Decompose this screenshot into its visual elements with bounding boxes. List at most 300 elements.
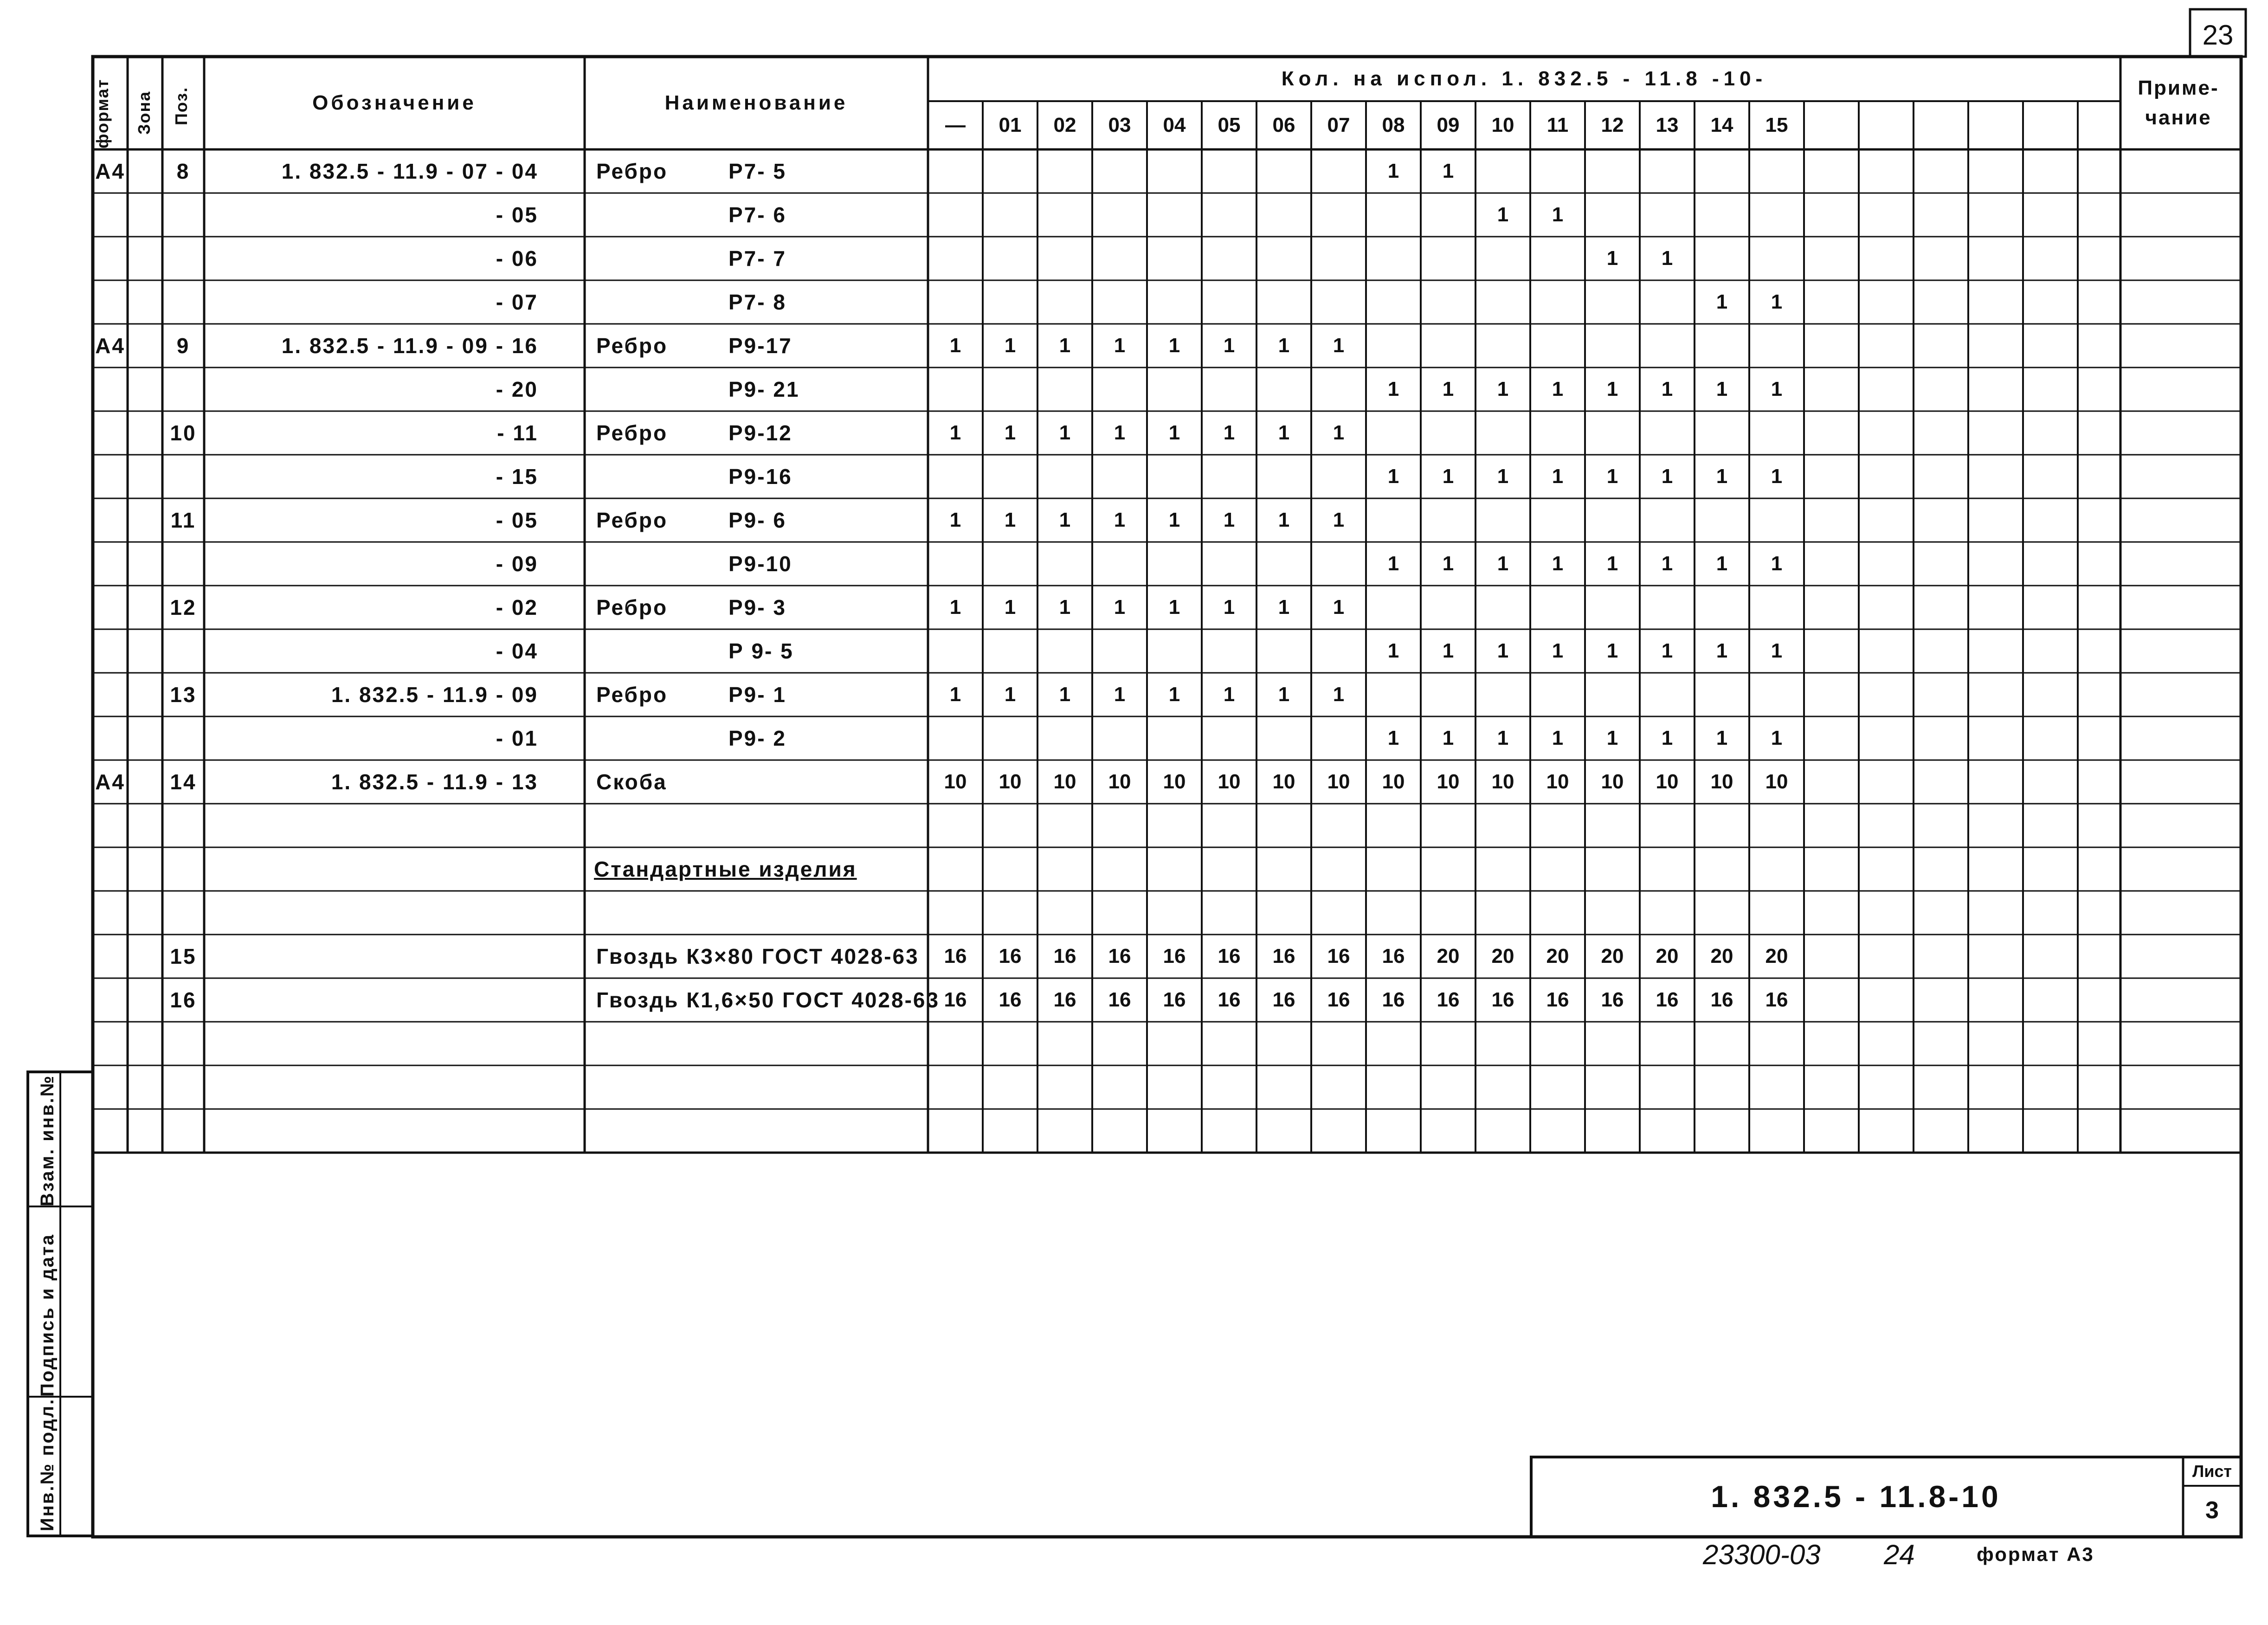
qty-cell: [1695, 586, 1749, 629]
row-name-type: Гвоздь К1,6×50 ГОСТ 4028-63: [596, 988, 940, 1012]
qty-cell: 16: [944, 988, 967, 1011]
qty-cell: 1: [1716, 727, 1728, 749]
qty-cell: [1256, 629, 1311, 673]
qty-cell: 1: [1114, 421, 1126, 444]
qty-cell: 16: [999, 988, 1022, 1011]
qty-cell: [1585, 586, 1640, 629]
qty-cell: [1256, 455, 1311, 498]
qty-cell: 16: [1327, 988, 1350, 1011]
sheet-label: Лист: [2192, 1462, 2232, 1481]
row-position: [162, 193, 204, 237]
qty-cell: [1147, 891, 1202, 935]
qty-cell: 1: [1168, 596, 1180, 619]
qty-cell: 16: [1765, 988, 1788, 1011]
qty-cell: 1: [949, 683, 961, 706]
qty-cell: [1695, 237, 1749, 280]
qty-cell: [928, 455, 983, 498]
qty-cell: 1: [1716, 290, 1728, 313]
qty-cell: 1: [949, 334, 961, 357]
qty-cell: 10: [1382, 770, 1405, 793]
qty-cell: [1366, 847, 1421, 891]
row-name-mark: Р7- 6: [728, 203, 786, 227]
qty-cell: [983, 149, 1037, 193]
qty-cell: [1311, 368, 1366, 411]
row-designation: 1. 832.5 - 11.9 - 09: [331, 683, 538, 707]
qty-cell: 20: [1656, 945, 1679, 967]
qty-cell: 1: [1661, 727, 1673, 749]
qty-cell: 1: [1606, 378, 1618, 400]
qty-cell: 1: [1661, 247, 1673, 270]
qty-cell: [983, 542, 1037, 586]
qty-cell: [1585, 1065, 1640, 1109]
qty-cell: 1: [1716, 552, 1728, 575]
qty-cell: [1695, 193, 1749, 237]
qty-cell: [1256, 1022, 1311, 1065]
qty-cell: [1640, 411, 1695, 455]
qty-cell: [1695, 804, 1749, 847]
qty-cell: [1311, 1022, 1366, 1065]
qty-cell: [1421, 673, 1475, 716]
qty-cell: [1311, 280, 1366, 324]
qty-cell: [1640, 673, 1695, 716]
qty-cell: [1147, 1022, 1202, 1065]
qty-cell: [1147, 368, 1202, 411]
row-format: [93, 237, 128, 280]
row-designation: [204, 804, 538, 847]
row-name-mark: Р9- 21: [728, 377, 800, 401]
qty-cell: [1366, 1022, 1421, 1065]
row-designation: [204, 1022, 538, 1065]
qty-cell: [1256, 237, 1311, 280]
qty-cell: [1202, 455, 1256, 498]
qty-cell: [928, 1022, 983, 1065]
qty-cell: 1: [1497, 378, 1509, 400]
qty-cell: [1749, 411, 1804, 455]
qty-cell: [1202, 1065, 1256, 1109]
qty-cell: 20: [1491, 945, 1514, 967]
qty-cell: 1: [1387, 552, 1399, 575]
qty-cell: [1092, 1065, 1147, 1109]
qty-cell: 1: [1387, 639, 1399, 662]
qty-column-header: 04: [1163, 114, 1186, 136]
qty-cell: 1: [1442, 465, 1454, 488]
qty-cell: 16: [1656, 988, 1679, 1011]
qty-cell: 1: [1552, 203, 1564, 226]
qty-cell: 1: [1716, 378, 1728, 400]
qty-cell: [1147, 237, 1202, 280]
qty-cell: [1640, 804, 1695, 847]
qty-cell: [1585, 411, 1640, 455]
row-position: 10: [170, 421, 197, 445]
qty-cell: [1311, 455, 1366, 498]
qty-cell: [928, 804, 983, 847]
qty-cell: [1311, 237, 1366, 280]
qty-cell: [1256, 847, 1311, 891]
qty-cell: [1092, 716, 1147, 760]
qty-cell: [1695, 149, 1749, 193]
qty-cell: [1421, 1065, 1475, 1109]
qty-cell: [1749, 149, 1804, 193]
qty-cell: [1092, 280, 1147, 324]
qty-cell: [983, 891, 1037, 935]
qty-cell: [1256, 804, 1311, 847]
qty-cell: [983, 716, 1037, 760]
qty-cell: 1: [1771, 290, 1783, 313]
qty-cell: [1256, 368, 1311, 411]
qty-cell: [1256, 542, 1311, 586]
qty-cell: 16: [1053, 988, 1076, 1011]
qty-cell: [928, 280, 983, 324]
qty-cell: 1: [1497, 727, 1509, 749]
qty-cell: [1749, 498, 1804, 542]
qty-cell: [1037, 193, 1092, 237]
qty-cell: [983, 1109, 1037, 1153]
header-zone: Зона: [135, 90, 154, 135]
row-position: [162, 804, 204, 847]
row-position: 15: [170, 944, 197, 968]
qty-cell: [1147, 193, 1202, 237]
qty-cell: [1530, 891, 1585, 935]
qty-cell: [1037, 1109, 1092, 1153]
qty-cell: [1475, 673, 1530, 716]
row-position: [162, 455, 204, 498]
qty-cell: [983, 237, 1037, 280]
qty-cell: [1530, 1065, 1585, 1109]
qty-cell: 1: [1442, 552, 1454, 575]
qty-cell: [1585, 804, 1640, 847]
qty-cell: [1695, 847, 1749, 891]
qty-cell: 1: [1661, 465, 1673, 488]
qty-cell: [1366, 673, 1421, 716]
qty-cell: 16: [999, 945, 1022, 967]
qty-cell: 16: [1601, 988, 1624, 1011]
qty-cell: 1: [1114, 334, 1126, 357]
qty-cell: 1: [1442, 727, 1454, 749]
qty-cell: [1585, 498, 1640, 542]
side-label-inv-podl: Инв.№ подл.: [37, 1398, 58, 1531]
qty-cell: 1: [1387, 727, 1399, 749]
qty-cell: 1: [1223, 334, 1235, 357]
qty-cell: [1530, 1109, 1585, 1153]
qty-cell: [1585, 1109, 1640, 1153]
qty-cell: 16: [1710, 988, 1733, 1011]
qty-cell: [1749, 193, 1804, 237]
qty-cell: 1: [1552, 378, 1564, 400]
qty-cell: [1202, 716, 1256, 760]
qty-cell: 16: [1163, 945, 1186, 967]
qty-cell: [1202, 193, 1256, 237]
side-label-vzam-inv: Взам. инв.№: [37, 1074, 58, 1206]
qty-cell: [1202, 847, 1256, 891]
row-position: 9: [176, 334, 190, 358]
qty-cell: [1366, 498, 1421, 542]
qty-cell: 10: [1437, 770, 1460, 793]
qty-cell: 10: [1656, 770, 1679, 793]
qty-cell: 1: [1497, 203, 1509, 226]
archive-number: 23300-03: [1703, 1539, 1821, 1570]
qty-cell: 1: [949, 596, 961, 619]
qty-cell: [1311, 891, 1366, 935]
qty-cell: [1311, 804, 1366, 847]
qty-cell: [1202, 804, 1256, 847]
qty-cell: 1: [1716, 465, 1728, 488]
qty-cell: [1475, 1065, 1530, 1109]
qty-cell: 1: [1004, 596, 1016, 619]
qty-cell: [1366, 324, 1421, 368]
qty-cell: 10: [1710, 770, 1733, 793]
qty-cell: 1: [1333, 596, 1345, 619]
qty-cell: [1421, 847, 1475, 891]
qty-cell: [1640, 586, 1695, 629]
qty-cell: 1: [1223, 509, 1235, 531]
qty-cell: [1475, 1022, 1530, 1065]
row-position: 8: [176, 159, 190, 183]
qty-cell: [1640, 891, 1695, 935]
qty-cell: 1: [1278, 421, 1290, 444]
qty-cell: [1092, 193, 1147, 237]
qty-cell: [928, 1065, 983, 1109]
qty-cell: [1147, 629, 1202, 673]
qty-cell: 10: [999, 770, 1022, 793]
row-format: А4: [95, 159, 125, 183]
qty-cell: [1421, 193, 1475, 237]
qty-cell: [1421, 237, 1475, 280]
qty-cell: [1585, 149, 1640, 193]
qty-cell: 1: [1771, 465, 1783, 488]
qty-column-header: 05: [1218, 114, 1241, 136]
header-qty-title: Кол. на испол. 1. 832.5 - 11.8 -10-: [1281, 67, 1767, 90]
qty-cell: [1421, 1109, 1475, 1153]
qty-cell: 20: [1437, 945, 1460, 967]
row-format: [93, 629, 128, 673]
qty-cell: 1: [1278, 509, 1290, 531]
qty-cell: 1: [1278, 596, 1290, 619]
qty-cell: [1585, 891, 1640, 935]
qty-cell: 16: [1382, 945, 1405, 967]
qty-cell: [1256, 1065, 1311, 1109]
qty-cell: [1530, 149, 1585, 193]
qty-cell: [1475, 411, 1530, 455]
qty-cell: 1: [1004, 509, 1016, 531]
qty-cell: [1202, 237, 1256, 280]
row-format: [93, 804, 128, 847]
qty-cell: 10: [1108, 770, 1131, 793]
qty-cell: [1202, 149, 1256, 193]
qty-cell: [1530, 804, 1585, 847]
row-format: [93, 1022, 128, 1065]
qty-cell: 10: [1491, 770, 1514, 793]
qty-cell: [983, 629, 1037, 673]
qty-cell: [1366, 280, 1421, 324]
row-position: 13: [170, 683, 197, 707]
row-position: [162, 368, 204, 411]
qty-cell: [1256, 193, 1311, 237]
row-position: [162, 1065, 204, 1109]
qty-cell: 20: [1710, 945, 1733, 967]
row-name-mark: Р9- 6: [728, 508, 786, 532]
qty-cell: [1421, 324, 1475, 368]
qty-cell: [1202, 542, 1256, 586]
row-name-mark: [728, 935, 923, 978]
qty-cell: 16: [1272, 988, 1295, 1011]
qty-cell: [1475, 498, 1530, 542]
qty-cell: [1421, 411, 1475, 455]
qty-cell: [1421, 804, 1475, 847]
row-name-mark: [728, 891, 923, 935]
qty-cell: 1: [1059, 334, 1071, 357]
row-position: 16: [170, 988, 197, 1012]
qty-cell: 1: [1606, 639, 1618, 662]
qty-cell: [1092, 629, 1147, 673]
row-name-mark: Р7- 7: [728, 246, 786, 271]
qty-cell: 1: [1387, 160, 1399, 182]
qty-cell: [1366, 586, 1421, 629]
qty-cell: [928, 716, 983, 760]
row-format: [93, 411, 128, 455]
row-position: [162, 629, 204, 673]
qty-cell: [1037, 280, 1092, 324]
header-pos: Поз.: [172, 86, 191, 125]
qty-column-header: 15: [1765, 114, 1788, 136]
qty-cell: 1: [1004, 334, 1016, 357]
qty-cell: [1037, 716, 1092, 760]
qty-column-header: 01: [999, 114, 1022, 136]
qty-cell: [1202, 280, 1256, 324]
qty-cell: 1: [1606, 727, 1618, 749]
qty-cell: [1037, 237, 1092, 280]
qty-cell: [1037, 1022, 1092, 1065]
qty-cell: [1640, 1022, 1695, 1065]
header-name: Наименование: [664, 91, 848, 114]
qty-cell: 1: [1771, 552, 1783, 575]
row-name-mark: Р9-17: [728, 334, 793, 358]
row-name-type: Ребро: [596, 595, 668, 619]
qty-cell: [1256, 149, 1311, 193]
row-format: [93, 280, 128, 324]
qty-column-header: 09: [1437, 114, 1460, 136]
qty-cell: [1092, 149, 1147, 193]
qty-cell: 10: [1163, 770, 1186, 793]
qty-cell: [928, 237, 983, 280]
row-position: [162, 237, 204, 280]
row-designation: 1. 832.5 - 11.9 - 07 - 04: [281, 159, 538, 183]
qty-cell: 1: [1059, 683, 1071, 706]
qty-cell: [1147, 542, 1202, 586]
row-position: [162, 1109, 204, 1153]
qty-cell: 1: [1552, 465, 1564, 488]
page-number: 23: [2202, 19, 2234, 51]
qty-cell: [1749, 324, 1804, 368]
qty-cell: [1147, 1109, 1202, 1153]
qty-cell: 1: [1114, 683, 1126, 706]
row-format: [93, 455, 128, 498]
row-format: А4: [95, 770, 125, 794]
qty-cell: [928, 193, 983, 237]
qty-cell: [1695, 1065, 1749, 1109]
qty-cell: 10: [1546, 770, 1569, 793]
qty-cell: 1: [1223, 596, 1235, 619]
header-format: формат: [93, 78, 112, 148]
qty-cell: [983, 368, 1037, 411]
qty-cell: 16: [1218, 945, 1241, 967]
row-format: [93, 542, 128, 586]
row-name-mark: Р7- 5: [728, 159, 786, 183]
side-label-signature-date: Подпись и дата: [37, 1233, 58, 1397]
qty-cell: [983, 455, 1037, 498]
qty-cell: [1585, 847, 1640, 891]
qty-cell: [1092, 804, 1147, 847]
qty-cell: [1640, 1109, 1695, 1153]
qty-cell: [1585, 673, 1640, 716]
qty-cell: [1256, 891, 1311, 935]
qty-cell: [1092, 455, 1147, 498]
qty-cell: [1037, 368, 1092, 411]
qty-cell: [1037, 847, 1092, 891]
qty-cell: [1366, 237, 1421, 280]
row-designation: - 06: [496, 246, 538, 271]
row-designation: - 05: [496, 203, 538, 227]
qty-cell: [1695, 1022, 1749, 1065]
qty-cell: [928, 891, 983, 935]
qty-cell: 1: [1716, 639, 1728, 662]
qty-cell: 16: [1546, 988, 1569, 1011]
qty-cell: [1311, 542, 1366, 586]
qty-cell: [1366, 193, 1421, 237]
qty-cell: [1311, 847, 1366, 891]
qty-cell: [1256, 716, 1311, 760]
qty-cell: [1749, 804, 1804, 847]
qty-cell: [983, 280, 1037, 324]
qty-cell: [1530, 673, 1585, 716]
qty-cell: 1: [1606, 465, 1618, 488]
qty-cell: [1640, 324, 1695, 368]
qty-cell: [1530, 411, 1585, 455]
qty-cell: [1475, 804, 1530, 847]
qty-cell: [1092, 542, 1147, 586]
sheet-number: 3: [2205, 1497, 2219, 1524]
qty-cell: [1640, 847, 1695, 891]
qty-cell: [983, 804, 1037, 847]
row-position: 14: [170, 770, 197, 794]
qty-cell: [1311, 1065, 1366, 1109]
qty-cell: [1475, 324, 1530, 368]
qty-cell: 1: [1333, 421, 1345, 444]
qty-cell: [1366, 891, 1421, 935]
row-format: [93, 978, 128, 1022]
qty-cell: 1: [1278, 334, 1290, 357]
qty-cell: 16: [1053, 945, 1076, 967]
row-format: [93, 1109, 128, 1153]
qty-cell: [1475, 237, 1530, 280]
qty-cell: [1311, 629, 1366, 673]
qty-cell: [1585, 1022, 1640, 1065]
qty-cell: [1475, 1109, 1530, 1153]
qty-column-header: 02: [1053, 114, 1076, 136]
qty-cell: 1: [1004, 683, 1016, 706]
qty-cell: 1: [1442, 378, 1454, 400]
row-designation: - 09: [496, 552, 538, 576]
qty-cell: 16: [1327, 945, 1350, 967]
qty-cell: [1147, 280, 1202, 324]
qty-cell: 20: [1765, 945, 1788, 967]
qty-cell: 1: [1059, 421, 1071, 444]
qty-cell: 16: [1491, 988, 1514, 1011]
qty-cell: [1202, 1109, 1256, 1153]
qty-cell: [928, 542, 983, 586]
row-name-mark: [728, 1022, 923, 1065]
row-name-mark: Р9-10: [728, 552, 793, 576]
archive-page: 24: [1884, 1539, 1915, 1570]
